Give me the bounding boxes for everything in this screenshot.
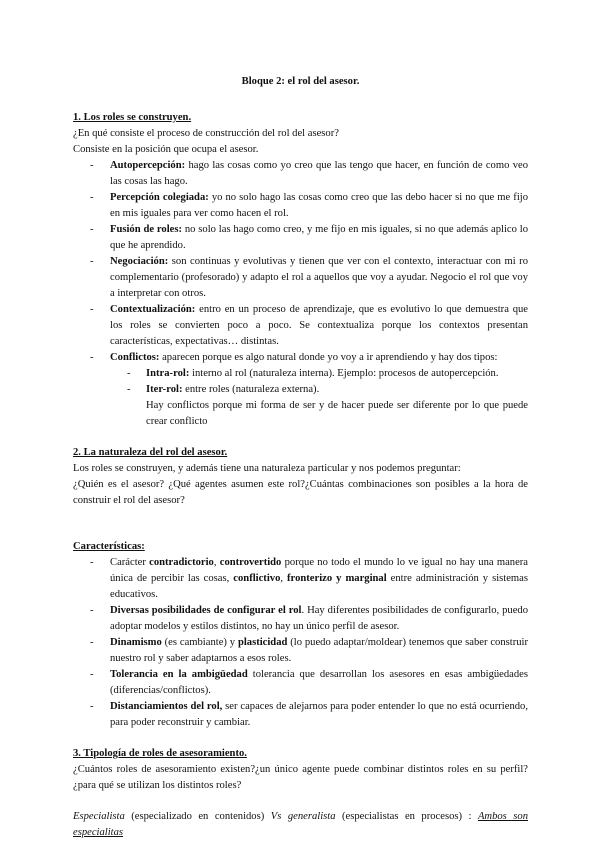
section-3-heading: 3. Tipología de roles de asesoramiento. (73, 748, 247, 759)
characteristics-list (73, 555, 528, 731)
list-item: - Dinamismo (es cambiante) y plasticidad (lo puedo adaptar/moldear) tenemos que saber construir nuestro rol y saber adaptarnos a esos roles. (73, 635, 528, 667)
document-page (73, 74, 528, 841)
page-title: Bloque 2: el rol del asesor. (241, 76, 360, 87)
list-item: - Conflictos: aparecen porque es algo natural donde yo voy a ir aprendiendo y hay dos tipos: - Intra-rol: interno al rol (naturaleza interna). Ejemplo: procesos de autopercepción. - Iter-rol: entre roles (naturaleza externa). Hay conflictos porque mi forma de ser y de hacer puede ser diferente por lo que puede crear conflicto (73, 350, 528, 430)
characteristics-heading: Características: (73, 541, 145, 552)
conflict-sublist (110, 366, 528, 398)
list-item: - Contextualización: entro en un proceso de aprendizaje, que es evolutivo lo que demuestra que los roles se convierten poco a poco. Se contextualiza porque los contextos presentan características, expectativas… distintas. (73, 302, 528, 350)
section-3-questions: ¿Cuántos roles de asesoramiento existen?¿un único agente puede combinar distintos roles en su perfil?¿para qué se utilizan los distintos roles? (73, 764, 528, 791)
list-item: - Tolerancia en la ambigüedad tolerancia que desarrollan los asesores en esas ambigüedades (diferencias/conflictos). (73, 667, 528, 699)
sub-list-item: - Intra-rol: interno al rol (naturaleza interna). Ejemplo: procesos de autopercepción. (110, 366, 528, 382)
section-1-list (73, 158, 528, 430)
list-item: - Carácter contradictorio, controvertido porque no todo el mundo lo ve igual no hay una manera única de percibir las cosas, conflictivo, fronterizo y marginal entre administración y sistemas educativos. (73, 555, 528, 603)
section-2-questions: ¿Quién es el asesor? ¿Qué agentes asumen este rol?¿Cuántas combinaciones son posibles a la hora de construir el rol del asesor? (73, 479, 528, 506)
list-item: - Diversas posibilidades de configurar el rol. Hay diferentes posibilidades de configurarlo, puedo adoptar modelos y estilos distintos, no hay un único perfil de asesor. (73, 603, 528, 635)
specialist-vs-generalist: Especialista (especializado en contenidos) Vs generalista (especialistas en procesos) : Ambos son especialitas (73, 811, 528, 838)
list-item: - Distanciamientos del rol, ser capaces de alejarnos para poder entender lo que no está ocurriendo, para poder reconstruir y cambiar. (73, 699, 528, 731)
section-1-question: ¿En qué consiste el proceso de construcción del rol del asesor? (73, 128, 339, 139)
section-1-intro: Consiste en la posición que ocupa el asesor. (73, 144, 259, 155)
list-item: - Fusión de roles: no solo las hago como creo, y me fijo en mis iguales, si no que además aplico lo que he aprendido. (73, 222, 528, 254)
list-item: - Autopercepción: hago las cosas como yo creo que las tengo que hacer, en función de como veo las cosas las hago. (73, 158, 528, 190)
list-item: - Percepción colegiada: yo no solo hago las cosas como creo que las debo hacer si no que me fijo en mis iguales para ver como hacen el rol. (73, 190, 528, 222)
sub-list-item: - Iter-rol: entre roles (naturaleza externa). (110, 382, 528, 398)
list-item: - Negociación: son continuas y evolutivas y tienen que ver con el contexto, interactuar con mi ro complementario (profesorado) y adapto el rol a aquellos que voy a ayudar. Negocio el rol que voy a interpretar con otros. (73, 254, 528, 302)
section-1-heading: 1. Los roles se construyen. (73, 112, 192, 123)
conflict-note: Hay conflictos porque mi forma de ser y de hacer puede ser diferente por lo que puede crear conflicto (146, 400, 528, 427)
section-2-heading: 2. La naturaleza del rol del asesor. (73, 447, 228, 458)
section-2-paragraph: Los roles se construyen, y además tiene una naturaleza particular y nos podemos preguntar: (73, 463, 461, 474)
